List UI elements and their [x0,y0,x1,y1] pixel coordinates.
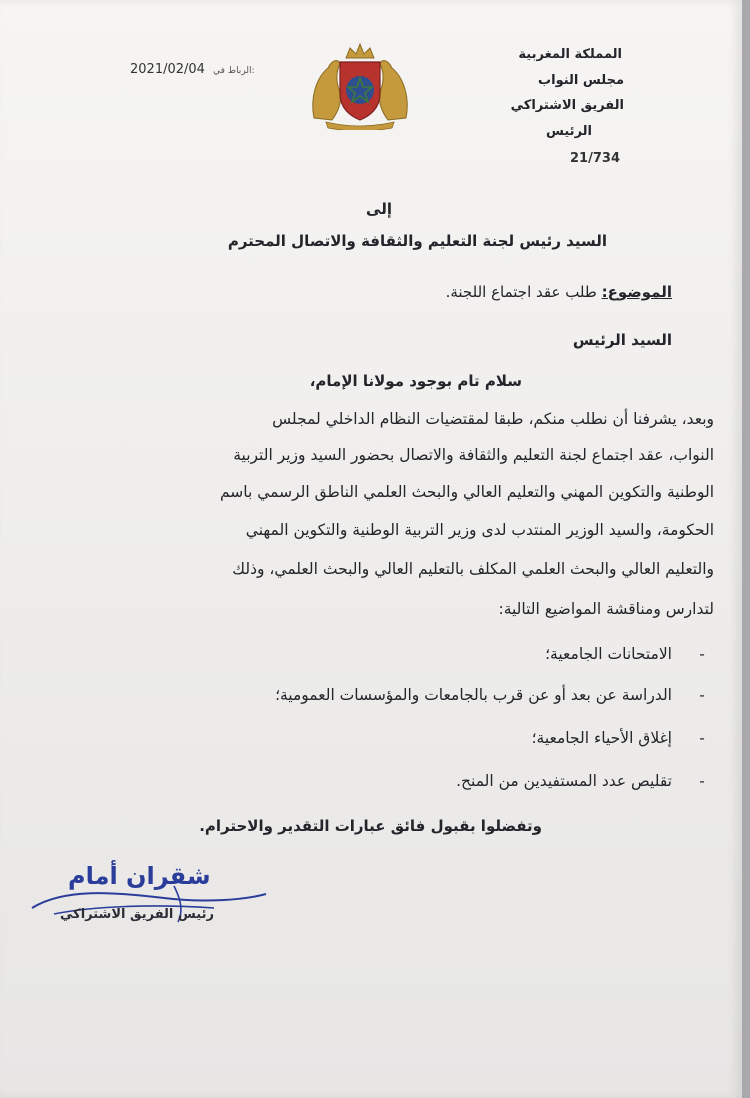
signature-title: رئيس الفريق الاشتراكي [60,907,214,922]
addressee-to: إلى [366,200,392,218]
body-line-1: وبعد، يشرفنا أن نطلب منكم، طبقا لمقتضيات النظام الداخلي لمجلس [272,410,714,428]
salutation: السيد الرئيس [572,331,672,349]
header-line-group: الفريق الاشتراكي [510,98,624,113]
signature-name: شقران أمام [68,862,211,890]
list-item [275,686,714,704]
bullet-text: الدراسة عن بعد أو عن قرب بالجامعات والمؤسسات العمومية؛ [275,686,672,704]
bullet-mark: - [699,645,705,663]
bullet-mark: - [699,686,705,704]
bullet-mark: - [699,772,705,790]
header-line-president: الرئيس [546,124,592,139]
date-line [130,62,255,77]
subject-label: الموضوع: [601,283,672,301]
body-line-6: لتدارس ومناقشة المواضيع التالية: [498,600,714,618]
scan-edge [742,0,750,1098]
subject-line [446,283,672,301]
body-line-2: النواب، عقد اجتماع لجنة التعليم والثقافة والاتصال بحضور السيد وزير التربية [233,446,714,464]
body-line-3: الوطنية والتكوين المهني والتعليم العالي والبحث العلمي الناطق الرسمي باسم [219,483,714,501]
header-line-kingdom: المملكة المغربية [518,47,622,62]
bullet-mark: - [699,729,705,747]
header-line-parliament: مجلس النواب [538,73,624,88]
date-label: الرباط في: [213,66,255,76]
reference-number: 21/734 [570,151,620,166]
addressee-name: السيد رئيس لجنة التعليم والثقافة والاتصال المحترم [227,232,607,250]
list-item [456,772,714,790]
date-value: 2021/02/04 [130,62,205,77]
body-line-5: والتعليم العالي والبحث العلمي المكلف بالتعليم العالي والبحث العلمي، وذلك [232,560,714,578]
bullet-text: تقليص عدد المستفيدين من المنح. [456,772,672,790]
moroccan-coat-of-arms-icon [306,38,414,130]
list-item [532,729,714,747]
closing-line: وتفضلوا بقبول فائق عبارات التقدير والاحترام. [199,817,542,835]
body-line-4: الحكومة، والسيد الوزير المنتدب لدى وزير التربية الوطنية والتكوين المهني [245,521,714,539]
bullet-text: إغلاق الأحياء الجامعية؛ [531,729,672,747]
list-item [545,645,714,663]
subject-text: طلب عقد اجتماع اللجنة. [445,283,597,301]
greeting: سلام تام بوجود مولانا الإمام، [309,372,522,390]
bullet-text: الامتحانات الجامعية؛ [545,645,672,663]
